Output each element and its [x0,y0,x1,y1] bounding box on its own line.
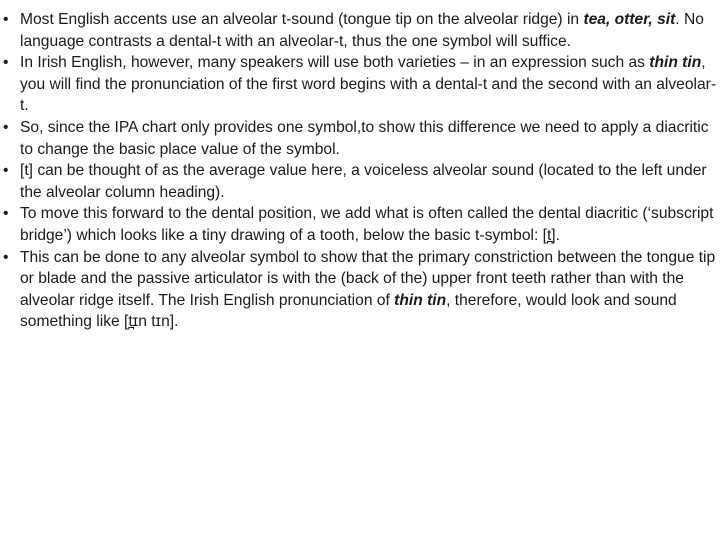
bullet-text: To move this forward to the dental position, we add what is often called the dental diacritic (‘subscript bridge’) which looks like a tiny drawing of a tooth, below the basic t-symbol: [t̪]. [20,205,714,244]
bullet-text-end: , you will find the pronunciation of the first word begins with a dental-t and the second with an alveolar-t. [20,54,717,115]
bullet-text: In Irish English, however, many speakers will use both varieties – in an expression such as [20,54,650,72]
bullet-text: [t] can be thought of as the average value here, a voiceless alveolar sound (located to the left under the alveolar column heading). [20,162,707,201]
bullet-example-words: thin tin [649,54,702,72]
bullet-item [3,160,717,203]
bullet-example-words: tea, otter, sit [583,11,676,28]
bullet-text: So, since the IPA chart only provides one symbol,to show this difference we need to apply a diacritic to change the basic place value of the symbol. [20,118,709,158]
bullet-text: This can be done to any alveolar symbol to show that the primary constriction between the tongue tip or blade and the passive articulator is with the (back of the) upper front teeth rather than with the alveolar ridge itself. The Irish English pronunciation of [20,248,716,309]
bullet-item [3,203,717,246]
bullet-item [3,9,717,52]
bullet-example-words: thin tin [394,291,447,309]
bullet-item [3,52,717,117]
bullet-text: Most English accents use an alveolar t-sound (tongue tip on the alveolar ridge) in [20,11,584,28]
bullet-item [3,117,717,160]
bullet-item [3,247,717,333]
bullet-list [3,9,717,333]
bullet-text-end: , therefore, would look and sound something like [t̪ɪn tɪn]. [20,291,677,331]
bullet-text-end: . No language contrasts a dental-t with an alveolar-t, thus the one symbol will suffice. [20,11,704,50]
